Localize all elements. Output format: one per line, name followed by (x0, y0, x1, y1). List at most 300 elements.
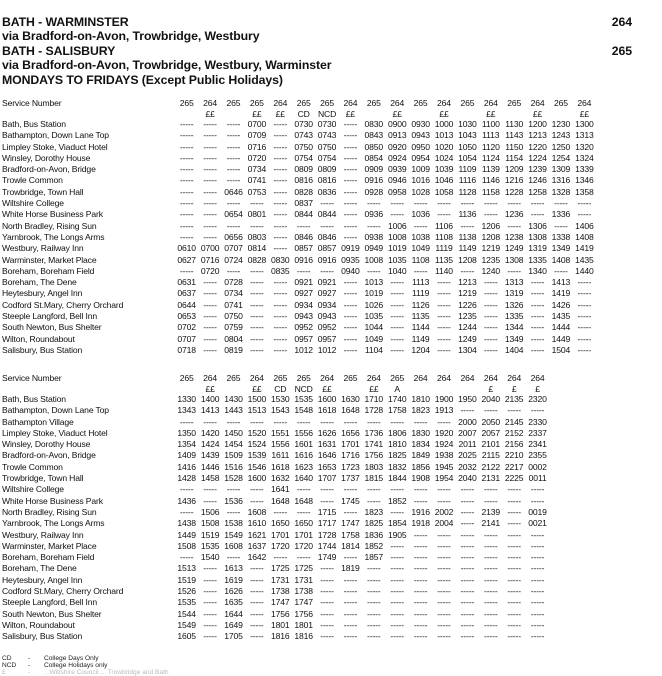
departure-time: 1143 (505, 130, 524, 141)
departure-time: 1731 (270, 574, 290, 585)
departure-time: ----- (507, 574, 521, 585)
departure-time: 0836 (317, 186, 337, 197)
departure-time: ----- (507, 619, 521, 630)
departure-time: ----- (203, 416, 217, 427)
departure-time: ----- (203, 484, 217, 495)
departure-time: ----- (273, 164, 288, 175)
departure-time: 1208 (458, 254, 477, 265)
service-number: 265 (507, 98, 522, 108)
departure-time: 0916 (364, 175, 384, 186)
departure-time: ----- (530, 311, 545, 322)
stop-name: Bathampton, Down Lane Top (2, 405, 109, 416)
departure-time: 0857 (294, 243, 313, 254)
table-row (2, 631, 549, 642)
departure-time: ----- (530, 405, 545, 416)
table-row (2, 255, 596, 266)
departure-time: 0816 (294, 175, 313, 186)
departure-time: ----- (226, 152, 241, 163)
departure-time: ----- (413, 597, 428, 608)
departure-time: 1544 (177, 608, 196, 619)
departure-time: ----- (507, 198, 521, 209)
departure-time: ----- (320, 631, 334, 642)
departure-time: ----- (250, 586, 264, 597)
departure-time: ----- (203, 152, 217, 163)
departure-time: 1701 (341, 439, 360, 450)
footnote-text: College Holidays only (44, 662, 108, 669)
departure-time: ----- (367, 608, 381, 619)
departure-time: 1605 (177, 631, 196, 642)
departure-time: ----- (367, 416, 381, 427)
departure-time: 1039 (434, 164, 454, 175)
departure-time: ----- (320, 574, 334, 585)
departure-time: ----- (179, 506, 194, 517)
departure-time: ----- (437, 311, 451, 322)
departure-time: 0927 (294, 288, 313, 299)
departure-time: ----- (203, 631, 217, 642)
departure-time: 0646 (224, 186, 243, 197)
departure-time: ----- (320, 586, 334, 597)
departure-time: 0828 (247, 254, 267, 265)
departure-time: 1556 (294, 427, 313, 438)
departure-time: 1556 (270, 439, 290, 450)
departure-time: ----- (226, 416, 241, 427)
service-number: 264 (507, 373, 522, 383)
service-note: A (394, 384, 400, 394)
departure-time: ----- (250, 265, 264, 276)
departure-time: 1443 (224, 405, 243, 416)
departure-time: ----- (437, 198, 451, 209)
departure-time: 1954 (434, 473, 454, 484)
departure-time: ----- (320, 619, 334, 630)
departure-time: ----- (250, 333, 264, 344)
departure-time: ----- (343, 231, 358, 242)
departure-time: ----- (437, 333, 451, 344)
departure-time: 0943 (317, 311, 337, 322)
departure-time: 1741 (364, 439, 384, 450)
departure-time: 1413 (200, 405, 220, 416)
departure-time: 1701 (270, 529, 290, 540)
departure-time: ----- (530, 209, 545, 220)
departure-time: 1650 (270, 518, 290, 529)
departure-time: 0819 (224, 344, 243, 355)
departure-time: 1810 (387, 439, 407, 450)
service-note: CD (297, 109, 310, 119)
departure-time: ----- (250, 608, 264, 619)
departure-time: ----- (530, 277, 545, 288)
departure-time: ----- (179, 119, 194, 129)
service-note: £ (535, 384, 540, 394)
stop-name: Bath, Bus Station (2, 119, 66, 129)
departure-time: ----- (437, 574, 451, 585)
departure-time: 1500 (247, 394, 267, 404)
service-number: 265 (226, 373, 241, 383)
departure-time: 2320 (528, 394, 547, 404)
departure-time: 0644 (177, 299, 196, 310)
departure-time: 1419 (575, 243, 594, 254)
title-line (2, 44, 658, 58)
departure-time: ----- (343, 344, 358, 355)
stop-name: White Horse Business Park (2, 495, 103, 506)
departure-time: ----- (203, 119, 217, 129)
service-note (409, 109, 432, 119)
departure-time: 0940 (341, 265, 360, 276)
departure-time: 1650 (294, 518, 313, 529)
departure-time: ----- (273, 186, 288, 197)
departure-time: 0938 (364, 231, 384, 242)
departure-time: 0952 (317, 322, 337, 333)
departure-time: 0921 (294, 277, 313, 288)
departure-time: 1641 (270, 484, 290, 495)
departure-time: ----- (343, 141, 358, 152)
service-number: 264 (203, 98, 218, 108)
departure-time: ----- (530, 288, 545, 299)
departure-time: ----- (250, 198, 264, 209)
departure-time: 1720 (294, 540, 313, 551)
departure-time: 1340 (528, 265, 547, 276)
departure-time: 1756 (364, 450, 384, 461)
service-number: 265 (249, 98, 264, 108)
departure-time: ----- (507, 405, 521, 416)
timetable-title-block (2, 15, 658, 87)
departure-time: 1044 (364, 322, 384, 333)
service-number: 264 (611, 15, 632, 29)
departure-time: ----- (343, 574, 358, 585)
departure-time: 1108 (435, 231, 453, 242)
departure-time: ----- (203, 333, 217, 344)
departure-time: ----- (343, 130, 358, 141)
departure-time: ----- (483, 311, 498, 322)
departure-time: 1213 (458, 277, 477, 288)
departure-time: 2000 (458, 416, 477, 427)
departure-time: ----- (250, 631, 264, 642)
footnote-text: ...Wiltshire Council ... Trowbridge and Bath (44, 669, 169, 676)
departure-time: 1449 (551, 333, 571, 344)
service-note: ££ (252, 384, 262, 394)
departure-time: ----- (460, 608, 475, 619)
departure-time: 1326 (504, 299, 524, 310)
departure-time: ----- (390, 322, 404, 333)
departure-time: 1154 (505, 152, 524, 163)
departure-time: 1648 (270, 495, 290, 506)
departure-time: 0804 (224, 333, 243, 344)
departure-time: 1801 (270, 619, 290, 630)
route-title: via Bradford-on-Avon, Trowbridge, Westbury, Warminster (2, 58, 332, 73)
departure-time: 0957 (294, 333, 313, 344)
departure-time: ----- (179, 198, 194, 209)
departure-time: 0957 (317, 333, 337, 344)
departure-time: 0900 (387, 119, 407, 129)
departure-time: 1008 (387, 231, 407, 242)
departure-time: ----- (460, 552, 475, 563)
departure-time: 1035 (387, 254, 407, 265)
departure-time: ----- (507, 495, 521, 506)
departure-time: ----- (250, 597, 264, 608)
stop-name: Yarnbrook, The Longs Arms (2, 231, 105, 242)
departure-time: ----- (507, 529, 521, 540)
departure-time: ----- (530, 484, 545, 495)
departure-time: ----- (483, 608, 498, 619)
departure-time: ----- (273, 311, 288, 322)
departure-time: 1744 (317, 540, 337, 551)
service-number: 264 (530, 98, 545, 108)
departure-time: ----- (530, 322, 545, 333)
service-note (549, 109, 572, 119)
stop-name: Westbury, Railway Inn (2, 529, 84, 540)
departure-time: 1139 (481, 164, 500, 175)
departure-time: ----- (437, 563, 451, 574)
departure-time: 1300 (575, 119, 594, 129)
departure-time: 1346 (575, 175, 594, 186)
departure-time: 1616 (294, 450, 313, 461)
service-note (456, 384, 479, 394)
table-row (2, 130, 596, 141)
departure-time: ----- (273, 175, 288, 186)
departure-time: ----- (226, 175, 241, 186)
departure-time: 1436 (177, 495, 196, 506)
table-row (2, 597, 549, 608)
departure-time: ----- (437, 552, 451, 563)
departure-time: ----- (343, 198, 358, 209)
departure-time: 1435 (551, 311, 571, 322)
departure-time: ----- (483, 299, 498, 310)
departure-time: ----- (460, 220, 475, 231)
departure-time: 1343 (177, 405, 196, 416)
departure-time: 1400 (200, 394, 220, 404)
departure-time: 1409 (177, 450, 196, 461)
departure-time: ----- (413, 484, 428, 495)
departure-time: 1249 (458, 333, 477, 344)
departure-time: ----- (320, 265, 334, 276)
departure-time: 1736 (364, 427, 384, 438)
stop-name: Wiltshire College (2, 198, 64, 209)
departure-time: 0716 (247, 141, 267, 152)
table-row (2, 288, 596, 299)
departure-time: 1551 (270, 427, 290, 438)
departure-time: 1313 (504, 277, 524, 288)
departure-time: 1108 (411, 254, 430, 265)
service-note: ££ (486, 109, 496, 119)
departure-time: 1635 (224, 597, 243, 608)
departure-time: 1513 (247, 405, 267, 416)
departure-time: 1126 (411, 299, 430, 310)
service-number: 265 (179, 373, 194, 383)
departure-time: 1823 (364, 506, 384, 517)
departure-time: ----- (320, 495, 334, 506)
departure-time: 0718 (177, 344, 196, 355)
departure-time: ----- (203, 311, 217, 322)
departure-time: ----- (530, 631, 545, 642)
service-note (409, 384, 432, 394)
departure-time: ----- (179, 141, 194, 152)
stop-name: Wilton, Roundabout (2, 619, 75, 630)
departure-time: ----- (577, 333, 592, 344)
departure-time: ----- (460, 265, 475, 276)
departure-time: 2152 (504, 427, 524, 438)
departure-time: 0954 (411, 152, 430, 163)
departure-time: 1430 (224, 394, 243, 404)
departure-time: ----- (343, 209, 358, 220)
stop-name: South Newton, Bus Shelter (2, 608, 102, 619)
stop-name: South Newton, Bus Shelter (2, 322, 102, 333)
departure-time: 1626 (317, 427, 337, 438)
departure-time: ----- (343, 416, 358, 427)
departure-time: 2131 (481, 473, 501, 484)
departure-time: 2135 (504, 394, 524, 404)
departure-time: 1819 (341, 563, 360, 574)
departure-time: ----- (320, 416, 334, 427)
footnote-text: College Days Only (44, 655, 99, 662)
departure-time: 1653 (317, 461, 337, 472)
service-note (175, 384, 198, 394)
departure-time: ----- (390, 563, 404, 574)
service-number: 264 (413, 373, 428, 383)
departure-time: 1240 (481, 265, 501, 276)
stop-name: Yarnbrook, The Longs Arms (2, 518, 105, 529)
departure-time: ----- (413, 552, 428, 563)
departure-time: ----- (273, 152, 288, 163)
departure-time: 1454 (224, 439, 243, 450)
departure-time: ----- (390, 631, 404, 642)
departure-time: ----- (507, 608, 521, 619)
departure-time: 1623 (294, 461, 313, 472)
footnote (2, 655, 169, 662)
departure-time: 1036 (411, 209, 430, 220)
service-note: ££ (369, 384, 379, 394)
departure-time: 0754 (317, 152, 337, 163)
departure-time: 0846 (294, 231, 313, 242)
departure-time: 1446 (200, 461, 220, 472)
table-row (2, 311, 596, 322)
table-row (2, 187, 596, 198)
stop-name: Codford St.Mary, Cherry Orchard (2, 299, 124, 310)
service-number: 264 (437, 98, 451, 108)
departure-time: 1728 (317, 529, 337, 540)
departure-time: 1810 (411, 394, 430, 404)
table-row (2, 552, 549, 563)
departure-time: 0801 (247, 209, 267, 220)
departure-time: 1019 (364, 288, 384, 299)
departure-time: 1756 (294, 608, 313, 619)
departure-time: 2141 (481, 518, 501, 529)
departure-time: ----- (179, 416, 194, 427)
departure-time: ----- (203, 344, 217, 355)
departure-time: ----- (203, 277, 217, 288)
departure-time: ----- (273, 344, 288, 355)
departure-time: 1230 (551, 119, 571, 129)
stop-name: Trowbridge, Town Hall (2, 186, 84, 197)
departure-time: ----- (250, 495, 264, 506)
departure-time: ----- (460, 540, 475, 551)
departure-time: ----- (226, 198, 241, 209)
service-note: NCD (294, 384, 313, 394)
departure-time: 1120 (481, 141, 500, 152)
departure-time: ----- (530, 344, 545, 355)
departure-time: ----- (203, 209, 217, 220)
departure-time: 1309 (551, 164, 571, 175)
departure-time: ----- (273, 552, 288, 563)
departure-time: 1618 (270, 461, 290, 472)
departure-time: ----- (203, 231, 217, 242)
departure-time: ----- (437, 288, 451, 299)
departure-time: ----- (250, 220, 264, 231)
departure-time: ----- (179, 186, 194, 197)
departure-time: ----- (437, 540, 451, 551)
table-row (2, 266, 596, 277)
departure-time: 1204 (411, 344, 430, 355)
departure-time: ----- (483, 288, 498, 299)
service-number: 265 (179, 98, 194, 108)
route-title: MONDAYS TO FRIDAYS (Except Public Holidays) (2, 72, 283, 87)
departure-time: ----- (179, 130, 194, 141)
departure-time: ----- (437, 322, 451, 333)
departure-time: 1008 (364, 254, 384, 265)
departure-time: ----- (367, 220, 381, 231)
departure-time: 0943 (411, 130, 430, 141)
departure-time: ----- (273, 322, 288, 333)
departure-time: ----- (437, 495, 451, 506)
departure-time: ----- (250, 574, 264, 585)
departure-time: ----- (507, 597, 521, 608)
departure-time: 0700 (200, 243, 220, 254)
departure-time: 1715 (317, 506, 337, 517)
table-row (2, 518, 549, 529)
departure-time: ----- (507, 586, 521, 597)
departure-time: 1707 (317, 473, 337, 484)
timetable-morning (2, 98, 596, 356)
departure-time: 1013 (364, 277, 384, 288)
departure-time: 2007 (458, 427, 477, 438)
departure-time: 1844 (387, 473, 407, 484)
service-number: 264 (343, 98, 358, 108)
departure-time: ----- (483, 529, 498, 540)
stop-name: Winsley, Dorothy House (2, 152, 91, 163)
departure-time: ----- (320, 608, 334, 619)
departure-time: 0627 (177, 254, 196, 265)
departure-time: 1610 (247, 518, 267, 529)
departure-time: 0952 (294, 322, 313, 333)
departure-time: ----- (460, 495, 475, 506)
departure-time: 1236 (504, 209, 524, 220)
departure-time: 1913 (434, 405, 454, 416)
departure-time: 2040 (481, 394, 501, 404)
departure-time: ----- (250, 288, 264, 299)
table-row (2, 507, 549, 518)
departure-time: ----- (179, 152, 194, 163)
departure-time: ----- (437, 277, 451, 288)
departure-time: ----- (413, 198, 428, 209)
departure-time: 1249 (504, 243, 524, 254)
departure-time: ----- (483, 198, 498, 209)
departure-time: 0916 (294, 254, 313, 265)
departure-time: ----- (577, 311, 592, 322)
table-row (2, 209, 596, 220)
table-row (2, 609, 549, 620)
timetable-afternoon-evening (2, 373, 549, 643)
stop-name: Bathampton, Down Lane Top (2, 130, 109, 141)
departure-time: ----- (460, 529, 475, 540)
departure-time: 1330 (177, 394, 196, 404)
stop-name: Limpley Stoke, Viaduct Hotel (2, 427, 108, 438)
departure-time: 1519 (200, 529, 220, 540)
departure-time: 1426 (551, 299, 571, 310)
departure-time: ----- (343, 186, 358, 197)
departure-time: 0702 (177, 322, 196, 333)
stop-name: Limpley Stoke, Viaduct Hotel (2, 141, 108, 152)
title-line (2, 73, 658, 87)
departure-time: 1106 (435, 220, 453, 231)
departure-time: ----- (483, 209, 498, 220)
departure-time: ----- (203, 563, 217, 574)
